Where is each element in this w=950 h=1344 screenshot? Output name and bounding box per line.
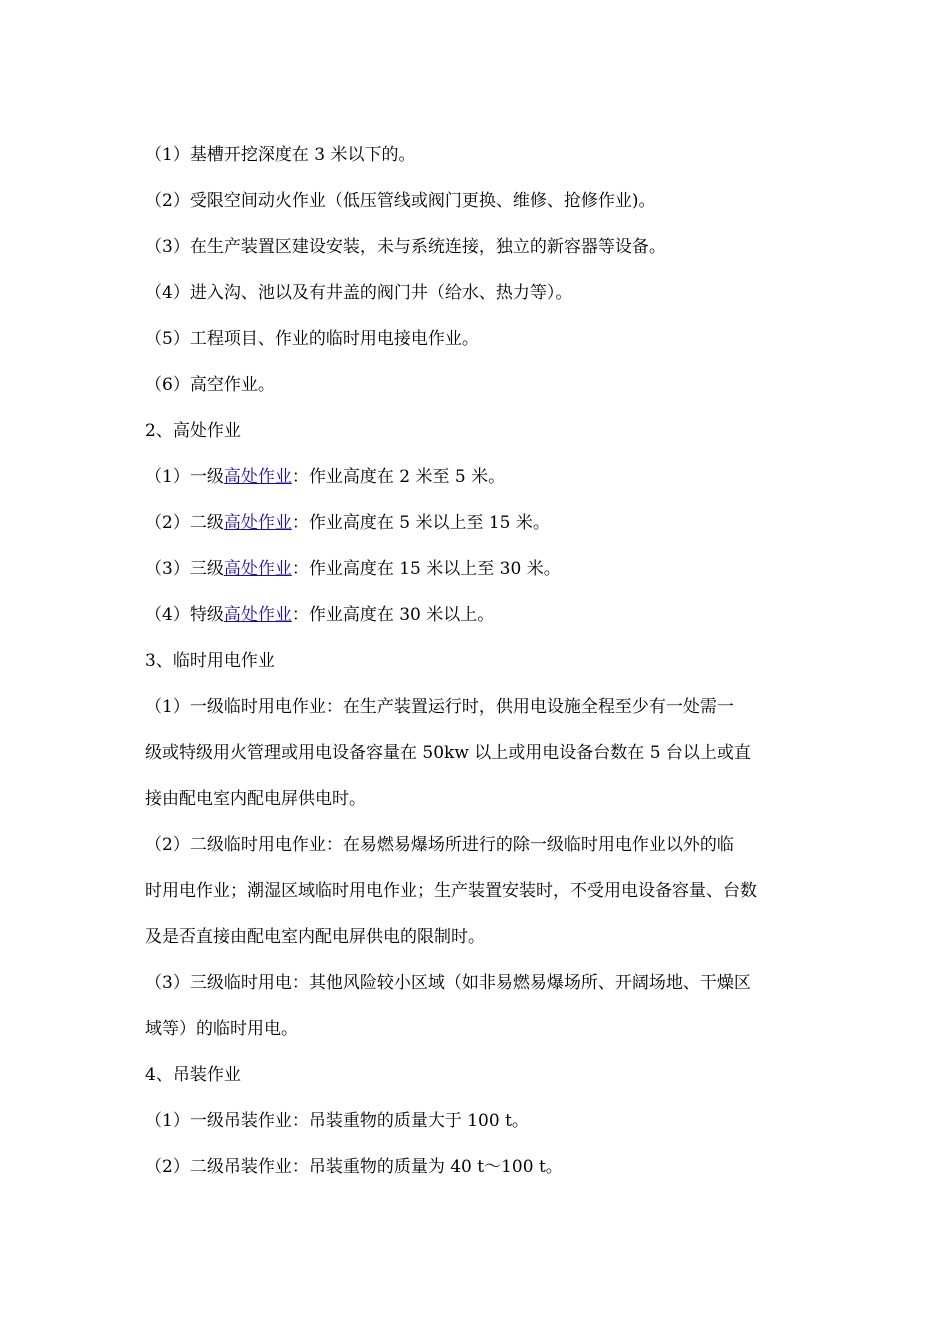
list-item — [145, 592, 810, 638]
list-item: （2）二级吊装作业：吊装重物的质量为 40 t～100 t。 — [145, 1157, 563, 1177]
list-item: （1）基槽开挖深度在 3 米以下的。 — [145, 145, 416, 165]
item-text: ：作业高度在 5 米以上至 15 米。 — [291, 513, 550, 533]
paragraph-line: 接由配电室内配电屏供电时。 — [145, 789, 366, 809]
list-item: （6）高空作业。 — [145, 375, 275, 395]
paragraph-line: （1）一级临时用电作业：在生产装置运行时，供用电设施全程至少有一处需一 — [145, 697, 734, 717]
work-at-height-link[interactable]: 高处作业 — [223, 605, 292, 625]
section-heading: 3、临时用电作业 — [145, 651, 275, 671]
paragraph-line: （3）三级临时用电：其他风险较小区域（如非易燃易爆场所、开阔场地、干燥区 — [145, 973, 751, 993]
list-item: （2）受限空间动火作业（低压管线或阀门更换、维修、抢修作业)。 — [145, 191, 656, 211]
list-item: （5）工程项目、作业的临时用电接电作业。 — [145, 329, 479, 349]
list-item: （3）在生产装置区建设安装，未与系统连接，独立的新容器等设备。 — [145, 237, 666, 257]
list-item — [145, 500, 810, 546]
list-item — [145, 546, 810, 592]
item-prefix: （1）一级 — [145, 467, 224, 487]
item-prefix: （2）二级 — [145, 513, 224, 533]
work-at-height-link[interactable]: 高处作业 — [223, 513, 292, 533]
paragraph-line: （2）二级临时用电作业：在易燃易爆场所进行的除一级临时用电作业以外的临 — [145, 835, 734, 855]
item-prefix: （3）三级 — [145, 559, 224, 579]
document-body — [145, 132, 810, 1190]
item-text: ：作业高度在 30 米以上。 — [291, 605, 495, 625]
item-prefix: （4）特级 — [145, 605, 224, 625]
paragraph-line: 时用电作业；潮湿区域临时用电作业；生产装置安装时，不受用电设备容量、台数 — [145, 881, 757, 901]
section-heading: 2、高处作业 — [145, 421, 241, 441]
work-at-height-link[interactable]: 高处作业 — [223, 467, 292, 487]
work-at-height-link[interactable]: 高处作业 — [223, 559, 292, 579]
item-text: ：作业高度在 15 米以上至 30 米。 — [291, 559, 561, 579]
list-item — [145, 454, 810, 500]
section-heading: 4、吊装作业 — [145, 1065, 241, 1085]
item-text: ：作业高度在 2 米至 5 米。 — [291, 467, 506, 487]
paragraph-line: 及是否直接由配电室内配电屏供电的限制时。 — [145, 927, 485, 947]
list-item: （4）进入沟、池以及有井盖的阀门井（给水、热力等）。 — [145, 283, 573, 303]
paragraph-line: 域等）的临时用电。 — [145, 1019, 298, 1039]
list-item: （1）一级吊装作业：吊装重物的质量大于 100 t。 — [145, 1111, 529, 1131]
paragraph-line: 级或特级用火管理或用电设备容量在 50kw 以上或用电设备台数在 5 台以上或直 — [145, 743, 751, 763]
